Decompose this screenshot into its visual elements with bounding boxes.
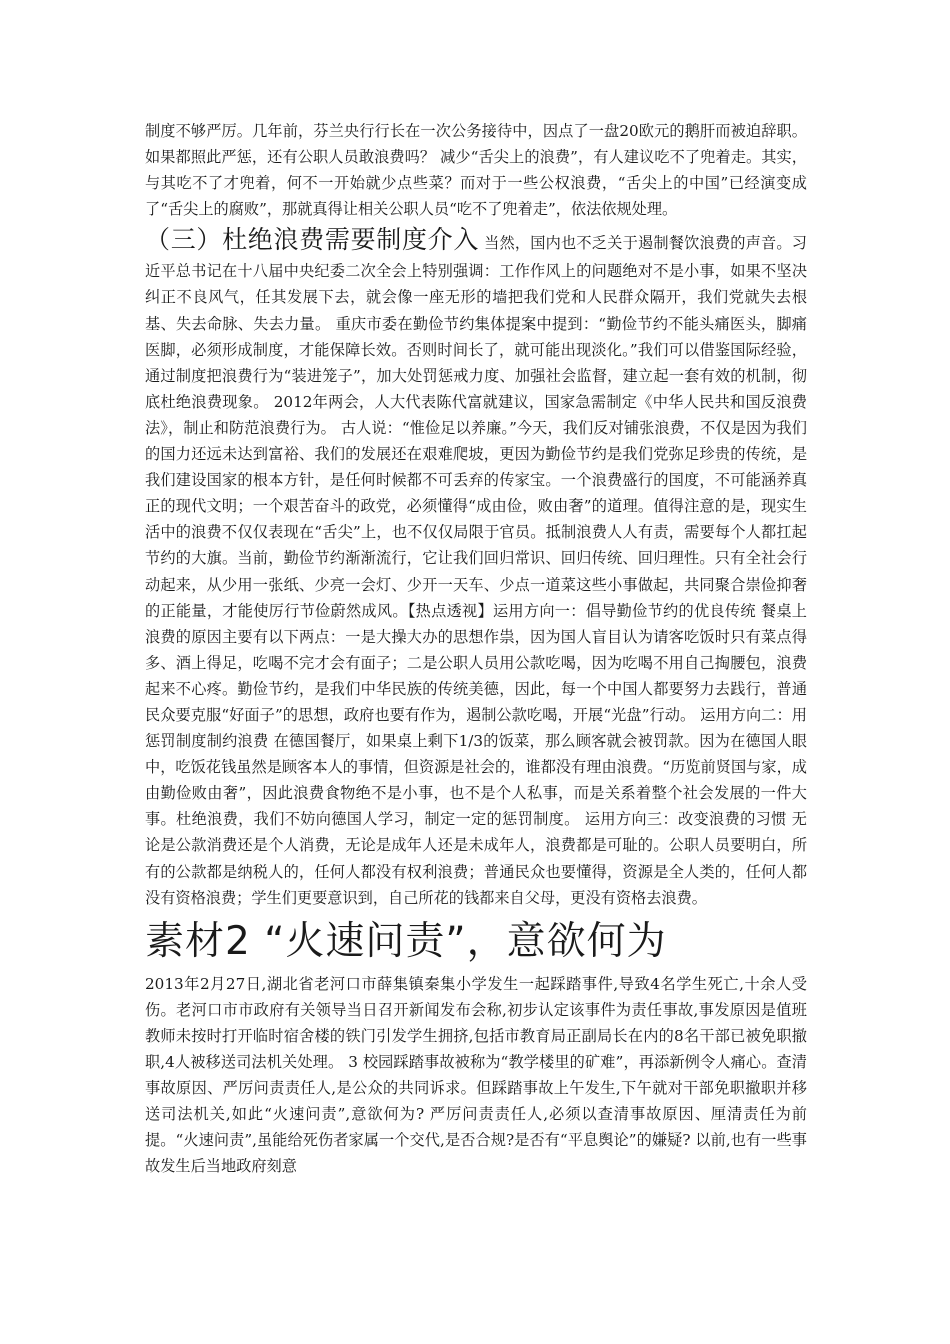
paragraph-1: 制度不够严厉。几年前，芬兰央行行长在一次公务接待中，因点了一盘20欧元的鹅肝而被迫辞职。如果都照此严惩，还有公职人员敢浪费吗？ 减少“舌尖上的浪费”，有人建议吃不了兜着走。其实，与其吃不了才兜着，何不一开始就少点些菜？而对于一些公权浪费，“舌尖上的中国”已经演变成了“舌尖上的腐败”，那就真得让相关公职人员“吃不了兜着走”，依法依规处理。 [145, 122, 807, 219]
material-2-body: 2013年2月27日,湖北省老河口市薛集镇秦集小学发生一起踩踏事件,导致4名学生死亡,十余人受伤。老河口市市政府有关领导当日召开新闻发布会称,初步认定该事件为责任事故,事发原因是值班教师未按时打开临时宿舍楼的铁门引发学生拥挤,包括市教育局正副局长在内的8名干部已被免职撤职,4人被移送司法机关处理。 3 校园踩踏事故被称为“教学楼里的矿难”，再添新例令人痛心。查清事故原因、严厉问责责任人,是公众的共同诉求。但踩踏事故上午发生,下午就对干部免职撤职并移送司法机关,如此“火速问责”,意欲何为? 严厉问责责任人,必须以查清事故原因、厘清责任为前提。“火速问责”,虽能给死伤者家属一个交代,是否合规?是否有“平息舆论”的嫌疑? 以前,也有一些事故发生后当地政府刻意 [145, 974, 807, 1176]
section-3-heading: （三）杜绝浪费需要制度介入 [145, 225, 480, 255]
material-2-title: 素材2 “火速问责”，意欲何为 [145, 918, 667, 964]
document-page [145, 118, 807, 1179]
section-3-body: 当然，国内也不乏关于遏制餐饮浪费的声音。习近平总书记在十八届中央纪委二次全会上特别强调：工作作风上的问题绝对不是小事，如果不坚决纠正不良风气，任其发展下去，就会像一座无形的墙把我们党和人民群众隔开，我们党就失去根基、失去命脉、失去力量。 重庆市委在勤俭节约集体提案中提到：“勤俭节约不能头痛医头，脚痛医脚，必须形成制度，才能保障长效。否则时间长了，就可能出现淡化。”我们可以借鉴国际经验，通过制度把浪费行为“装进笼子”，加大处罚惩戒力度、加强社会监督，建立起一套有效的机制，彻底杜绝浪费现象。 2012年两会，人大代表陈代富就建议，国家急需制定《中华人民共和国反浪费法》，制止和防范浪费行为。 古人说：“惟俭足以养廉。”今天，我们反对铺张浪费，不仅是因为我们的国力还远未达到富裕、我们的发展还在艰难爬坡，更因为勤俭节约是我们党弥足珍贵的传统，是我们建设国家的根本方针，是任何时候都不可丢弃的传家宝。一个浪费盛行的国度，不可能涵养真正的现代文明；一个艰苦奋斗的政党，必须懂得“成由俭，败由奢”的道理。值得注意的是，现实生活中的浪费不仅仅表现在“舌尖”上，也不仅仅局限于官员。抵制浪费人人有责，需要每个人都扛起节约的大旗。当前，勤俭节约渐渐流行，它让我们回归常识、回归传统、回归理性。只有全社会行动起来，从少用一张纸、少亮一会灯、少开一天车、少点一道菜这些小事做起，共同聚合崇俭抑奢的正能量，才能使厉行节俭蔚然成风。【热点透视】运用方向一：倡导勤俭节约的优良传统 餐桌上浪费的原因主要有以下两点：一是大操大办的思想作祟，因为国人盲目认为请客吃饭时只有菜点得多、酒上得足，吃喝不完才会有面子；二是公职人员用公款吃喝，因为吃喝不用自己掏腰包，浪费起来不心疼。勤俭节约，是我们中华民族的传统美德，因此，每一个中国人都要努力去践行，普通民众要克服“好面子”的思想，政府也要有作为，遏制公款吃喝，开展“光盘”行动。 运用方向二：用惩罚制度制约浪费 在德国餐厅，如果桌上剩下1/3的饭菜，那么顾客就会被罚款。因为在德国人眼中，吃饭花钱虽然是顾客本人的事情，但资源是社会的，谁都没有理由浪费。“历览前贤国与家，成由勤俭败由奢”，因此浪费食物绝不是小事，也不是个人私事，而是关系着整个社会发展的一件大事。杜绝浪费，我们不妨向德国人学习，制定一定的惩罚制度。 运用方向三：改变浪费的习惯 无论是公款消费还是个人消费，无论是成年人还是未成年人，浪费都是可耻的。公职人员要明白，所有的公款都是纳税人的，任何人都没有权利浪费；普通民众也要懂得，资源是全人类的，任何人都没有资格浪费；学生们更要意识到，自己所花的钱都来自父母，更没有资格去浪费。 [145, 234, 807, 907]
section-3 [145, 222, 807, 910]
